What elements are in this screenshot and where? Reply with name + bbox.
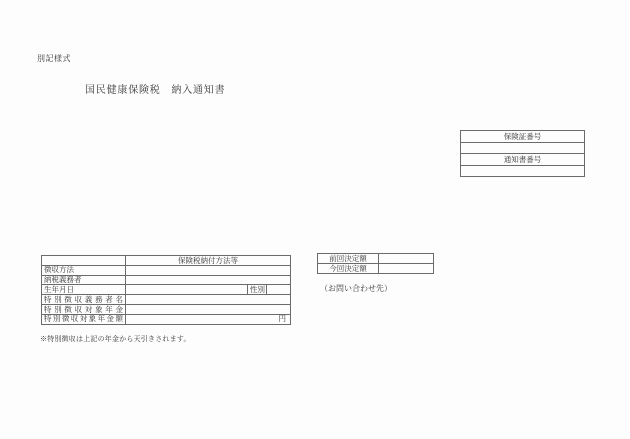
table-row (42, 265, 291, 275)
contact-info-label: （お問い合わせ先） (320, 284, 392, 293)
table-row (318, 264, 434, 274)
table-row (42, 314, 291, 324)
table-row (318, 254, 434, 264)
special-collection-footnote: ※特別徴収は上記の年金から天引きされます。 (40, 335, 191, 343)
table-row (461, 131, 585, 143)
special-collection-pension-amount-label: 特別徴収対象年金額 (42, 314, 126, 324)
taxpayer-label: 納税義務者 (42, 275, 126, 285)
form-style-note: 別記様式 (37, 54, 71, 63)
special-collection-obligor-value (126, 295, 291, 305)
sex-value (267, 285, 291, 295)
collection-method-value (126, 265, 291, 275)
table-row (42, 304, 291, 314)
table-row (461, 142, 585, 154)
table-row (42, 295, 291, 305)
sex-label: 性別 (248, 285, 267, 295)
birthdate-value (126, 285, 248, 295)
pension-amount-yen-unit: 円 (126, 314, 291, 324)
birthdate-label: 生年月日 (42, 285, 126, 295)
table-row (42, 256, 291, 266)
previous-decision-amount-value (379, 254, 434, 264)
previous-decision-amount-label: 前回決定額 (318, 254, 379, 264)
table-row (461, 154, 585, 166)
table-row (461, 165, 585, 177)
payment-table-title: 保険税納付方法等 (126, 256, 291, 266)
special-collection-obligor-label: 特別徴収義務者名 (42, 295, 126, 305)
notice-number-value (461, 165, 585, 177)
special-collection-pension-label: 特別徴収対象年金 (42, 304, 126, 314)
collection-method-label: 徴収方法 (42, 265, 126, 275)
decision-amount-table (317, 253, 434, 274)
notice-number-label: 通知書番号 (461, 154, 585, 166)
insurance-card-number-label: 保険証番号 (461, 131, 585, 143)
taxpayer-value (126, 275, 291, 285)
table-row (42, 275, 291, 285)
special-collection-pension-value (126, 304, 291, 314)
insurance-card-number-value (461, 142, 585, 154)
current-decision-amount-label: 今回決定額 (318, 264, 379, 274)
payment-method-table (41, 255, 291, 325)
table-row (42, 285, 291, 295)
payment-table-corner-cell (42, 256, 126, 266)
current-decision-amount-value (379, 264, 434, 274)
number-box-table (460, 130, 585, 177)
document-title: 国民健康保険税 納入通知書 (85, 85, 226, 96)
